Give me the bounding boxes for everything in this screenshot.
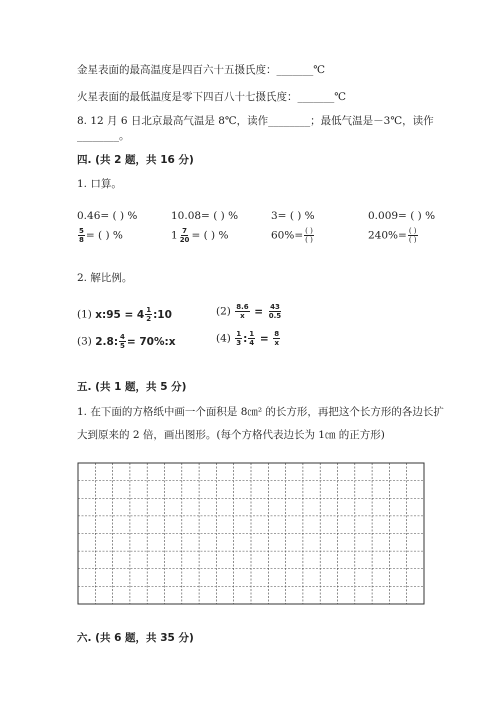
- calc-item-7: 60%= $\frac{( )}{( )}$: [271, 227, 313, 244]
- section-5-q1-line1: 1. 在下面的方格纸中画一个面积是 8㎝² 的长方形，再把这个长方形的各边长扩: [77, 406, 444, 418]
- calc-item-8: 240%= $\frac{( )}{( )}$: [368, 227, 417, 244]
- calc-item-6: 1 $\frac{7}{20}$ = ( ) %: [171, 227, 229, 244]
- calc-item-2: 10.08= ( ) %: [171, 210, 239, 222]
- proportion-1: (1) x:95 = 4 $\frac{1}{2}$ :10: [77, 306, 172, 323]
- section-4-q1-label: 1. 口算。: [77, 178, 122, 190]
- proportion-2: (2) $\frac{8.6}{x}$ = $\frac{43}{0.5}$: [216, 303, 282, 320]
- question-8-line1: 8. 12 月 6 日北京最高气温是 8℃，读作________；最低气温是－3℃，读作: [77, 115, 434, 127]
- question-8-line2: ________。: [77, 130, 130, 142]
- fraction: $\frac{( )}{( )}$: [408, 227, 417, 244]
- venus-question: 金星表面的最高温度是四百六十五摄氏度：_______℃: [77, 64, 325, 76]
- mars-question: 火星表面的最低温度是零下四百八十七摄氏度：_______℃: [77, 91, 346, 103]
- fraction: $\frac{7}{20}$: [179, 227, 190, 244]
- calc-item-1: 0.46= ( ) %: [77, 210, 138, 222]
- section-5-title: 五. (共 1 题，共 5 分): [77, 381, 187, 393]
- section-5-q1-line2: 大到原来的 2 倍，画出图形。(每个方格代表边长为 1㎝ 的正方形): [77, 429, 385, 441]
- calc-item-4: 0.009= ( ) %: [368, 210, 436, 222]
- calc-item-5: $\frac{5}{8}$ = ( ) %: [79, 227, 123, 244]
- calc-item-3: 3= ( ) %: [271, 210, 315, 222]
- grid-paper[interactable]: [77, 462, 425, 605]
- fraction: $\frac{( )}{( )}$: [305, 227, 313, 244]
- section-6-title: 六. (共 6 题，共 35 分): [77, 632, 194, 644]
- fraction: $\frac{5}{8}$: [79, 227, 84, 244]
- section-4-title: 四. (共 2 题，共 16 分): [77, 154, 194, 166]
- proportion-4: (4) $\frac{1}{3}$ : $\frac{1}{4}$ = $\frac{8}{x}$: [216, 330, 280, 347]
- proportion-3: (3) 2.8: $\frac{4}{5}$ = 70%:x: [77, 333, 176, 350]
- section-4-q2-label: 2. 解比例。: [77, 272, 133, 284]
